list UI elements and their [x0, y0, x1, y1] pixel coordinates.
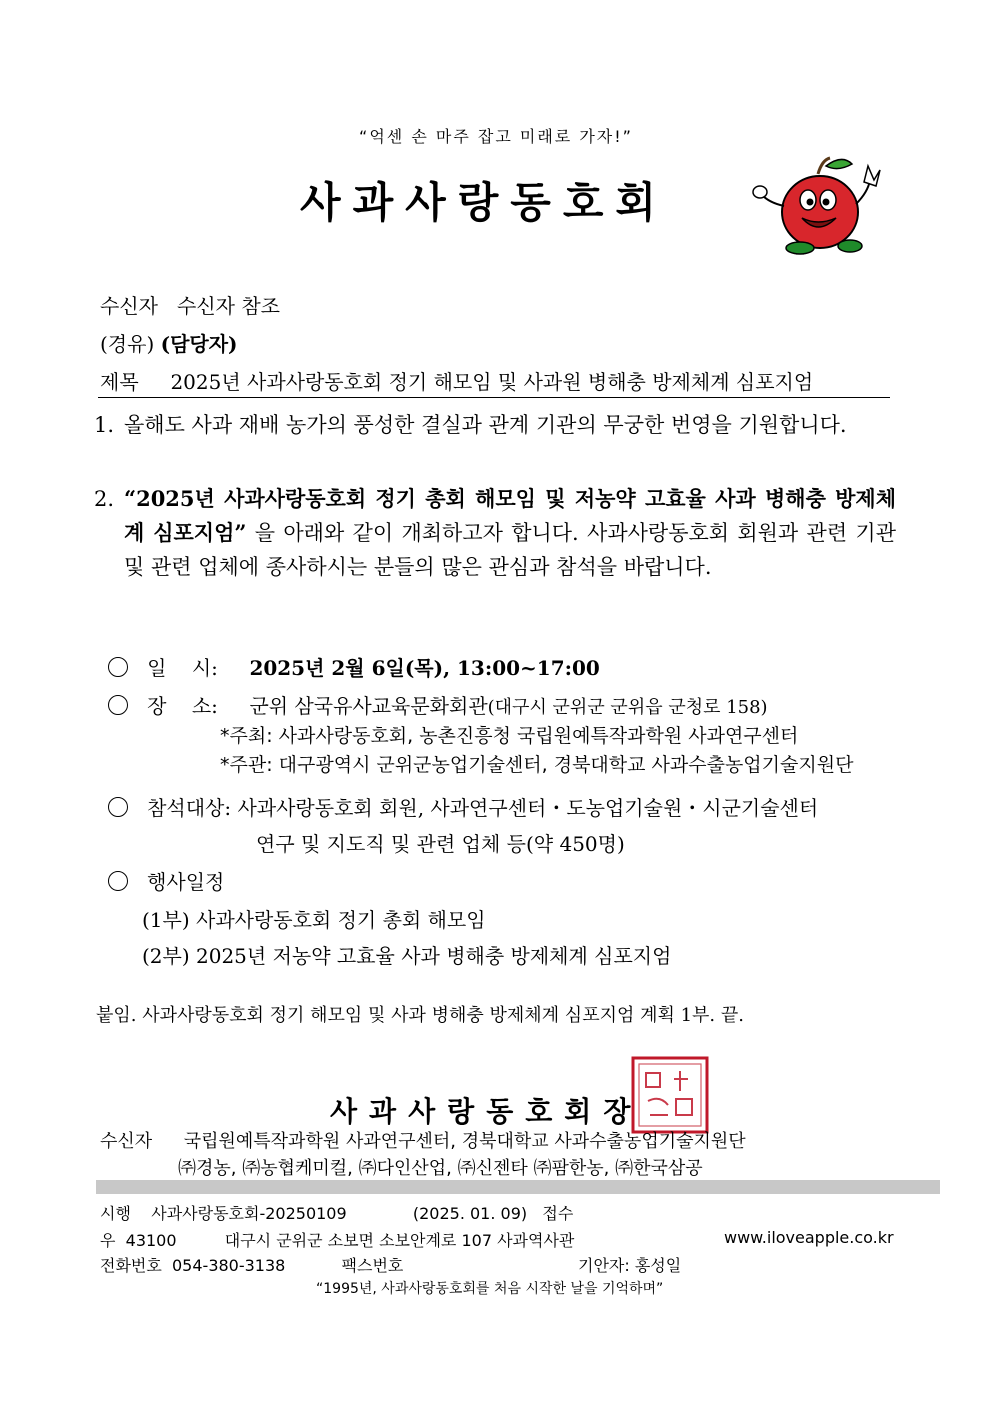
- zip-label: 우: [100, 1231, 116, 1250]
- doc-date: (2025. 01. 09): [412, 1204, 528, 1223]
- fax-label: 팩스번호: [341, 1256, 404, 1275]
- paragraph-2-rest: 을 아래와 같이 개최하고자 합니다. 사과사랑동호회 회원과 관련 기관 및 관련 업체에 종사하시는 분들의 많은 관심과 참석을 바랍니다.: [124, 521, 896, 579]
- target-value-2: 연구 및 지도직 및 관련 업체 등(약 450명): [256, 832, 625, 856]
- footer-address-row: [100, 1228, 574, 1251]
- receipt-label: 접수: [542, 1204, 574, 1223]
- subject-row: [100, 366, 813, 395]
- official-seal-icon: [630, 1055, 710, 1135]
- paragraph-2-bold: “2025년 사과사랑동호회 정기 총회 해모임 및 저농약 고효율 사과 병해충 방제체계 심포지엄”: [124, 486, 896, 545]
- organizer-note: *주관: 대구광역시 군위군농업기술센터, 경북대학교 사과수출농업기술지원단: [220, 754, 854, 776]
- place-value: 군위 삼국유사교육문화회관: [249, 694, 488, 718]
- doc-label: 시행: [100, 1204, 131, 1223]
- doc-number: 사과사랑동호회-20250109: [151, 1204, 347, 1223]
- footer-motto: “1995년, 사과사랑동호회를 처음 시작한 날을 기억하며”: [316, 1281, 664, 1297]
- schedule-item-2: (2부) 2025년 저농약 고효율 사과 병해충 방제체계 심포지엄: [142, 944, 672, 968]
- attachment-note: 붙임. 사과사랑동호회 정기 해모임 및 사과 병해충 방제체계 심포지엄 계획 1부. 끝.: [96, 1005, 744, 1026]
- subject-divider: [98, 397, 890, 398]
- date-value: 2025년 2월 6일(목), 13:00~17:00: [249, 656, 600, 680]
- paragraph-1-text: 올해도 사과 재배 농가의 풍성한 결실과 관계 기관의 무궁한 번영을 기원합니다.: [124, 413, 847, 437]
- paragraph-2-number: 2.: [94, 487, 115, 511]
- circle-bullet-icon: [108, 871, 128, 891]
- schedule-label: 행사일정: [147, 870, 225, 894]
- date-label: 일 시:: [147, 656, 218, 680]
- via-row: [100, 328, 238, 357]
- address: 대구시 군위군 소보면 소보안계로 107 사과역사관: [224, 1231, 575, 1250]
- schedule-row: [108, 866, 224, 895]
- circle-bullet-icon: [108, 695, 128, 715]
- paragraph-1: [94, 408, 896, 478]
- paragraph-2: [94, 482, 896, 618]
- circle-bullet-icon: [108, 657, 128, 677]
- apple-mascot-icon: [752, 152, 882, 257]
- recipient-row: [100, 290, 280, 319]
- footer-doc-row: [100, 1201, 573, 1224]
- target-row: [108, 792, 818, 821]
- phone-label: 전화번호: [100, 1256, 162, 1275]
- target-label: 참석대상:: [147, 796, 232, 820]
- website-link[interactable]: www.iloveapple.co.kr: [724, 1228, 894, 1247]
- phone-number: 054-380-3138: [172, 1256, 286, 1275]
- subject-label: 제목: [100, 370, 139, 394]
- via-label: (경유): [100, 332, 155, 356]
- subject-value: 2025년 사과사랑동호회 정기 해모임 및 사과원 병해충 방제체계 심포지엄: [170, 370, 814, 394]
- zip-code: 43100: [125, 1231, 177, 1250]
- drafter: 기안자: 홍성일: [578, 1256, 682, 1275]
- footer-contact-row: [100, 1253, 403, 1276]
- schedule-item-1: (1부) 사과사랑동호회 정기 총회 해모임: [142, 908, 486, 932]
- circle-bullet-icon: [108, 797, 128, 817]
- recipients-line-2: ㈜경농, ㈜농협케미컬, ㈜다인산업, ㈜신젠타 ㈜팜한농, ㈜한국삼공: [178, 1158, 703, 1179]
- date-row: [108, 652, 600, 681]
- target-value-1: 사과사랑동호회 회원, 사과연구센터・도농업기술원・시군기술센터: [237, 796, 819, 820]
- recipients-row-1: [100, 1127, 746, 1153]
- recipients-label: 수신자: [100, 1131, 153, 1152]
- place-label: 장 소:: [147, 694, 218, 718]
- recipients-line-1: 국립원예특작과학원 사과연구센터, 경북대학교 사과수출농업기술지원단: [183, 1131, 746, 1152]
- paragraph-1-number: 1.: [94, 413, 115, 437]
- footer-divider-bar: [96, 1180, 940, 1194]
- via-value: (담당자): [160, 332, 238, 356]
- org-title: 사과사랑동호회: [300, 178, 669, 227]
- signature-title: 사과사랑동호회장: [330, 1095, 643, 1128]
- recipient-label: 수신자: [100, 294, 158, 318]
- host-note: *주최: 사과사랑동호회, 농촌진흥청 국립원예특작과학원 사과연구센터: [220, 725, 799, 747]
- place-row: [108, 690, 768, 719]
- recipient-value: 수신자 참조: [177, 294, 281, 318]
- place-address: (대구시 군위군 군위읍 군청로 158): [487, 697, 768, 718]
- slogan: “억센 손 마주 잡고 미래로 가자!”: [359, 127, 633, 146]
- paragraph-2-text: [124, 482, 896, 584]
